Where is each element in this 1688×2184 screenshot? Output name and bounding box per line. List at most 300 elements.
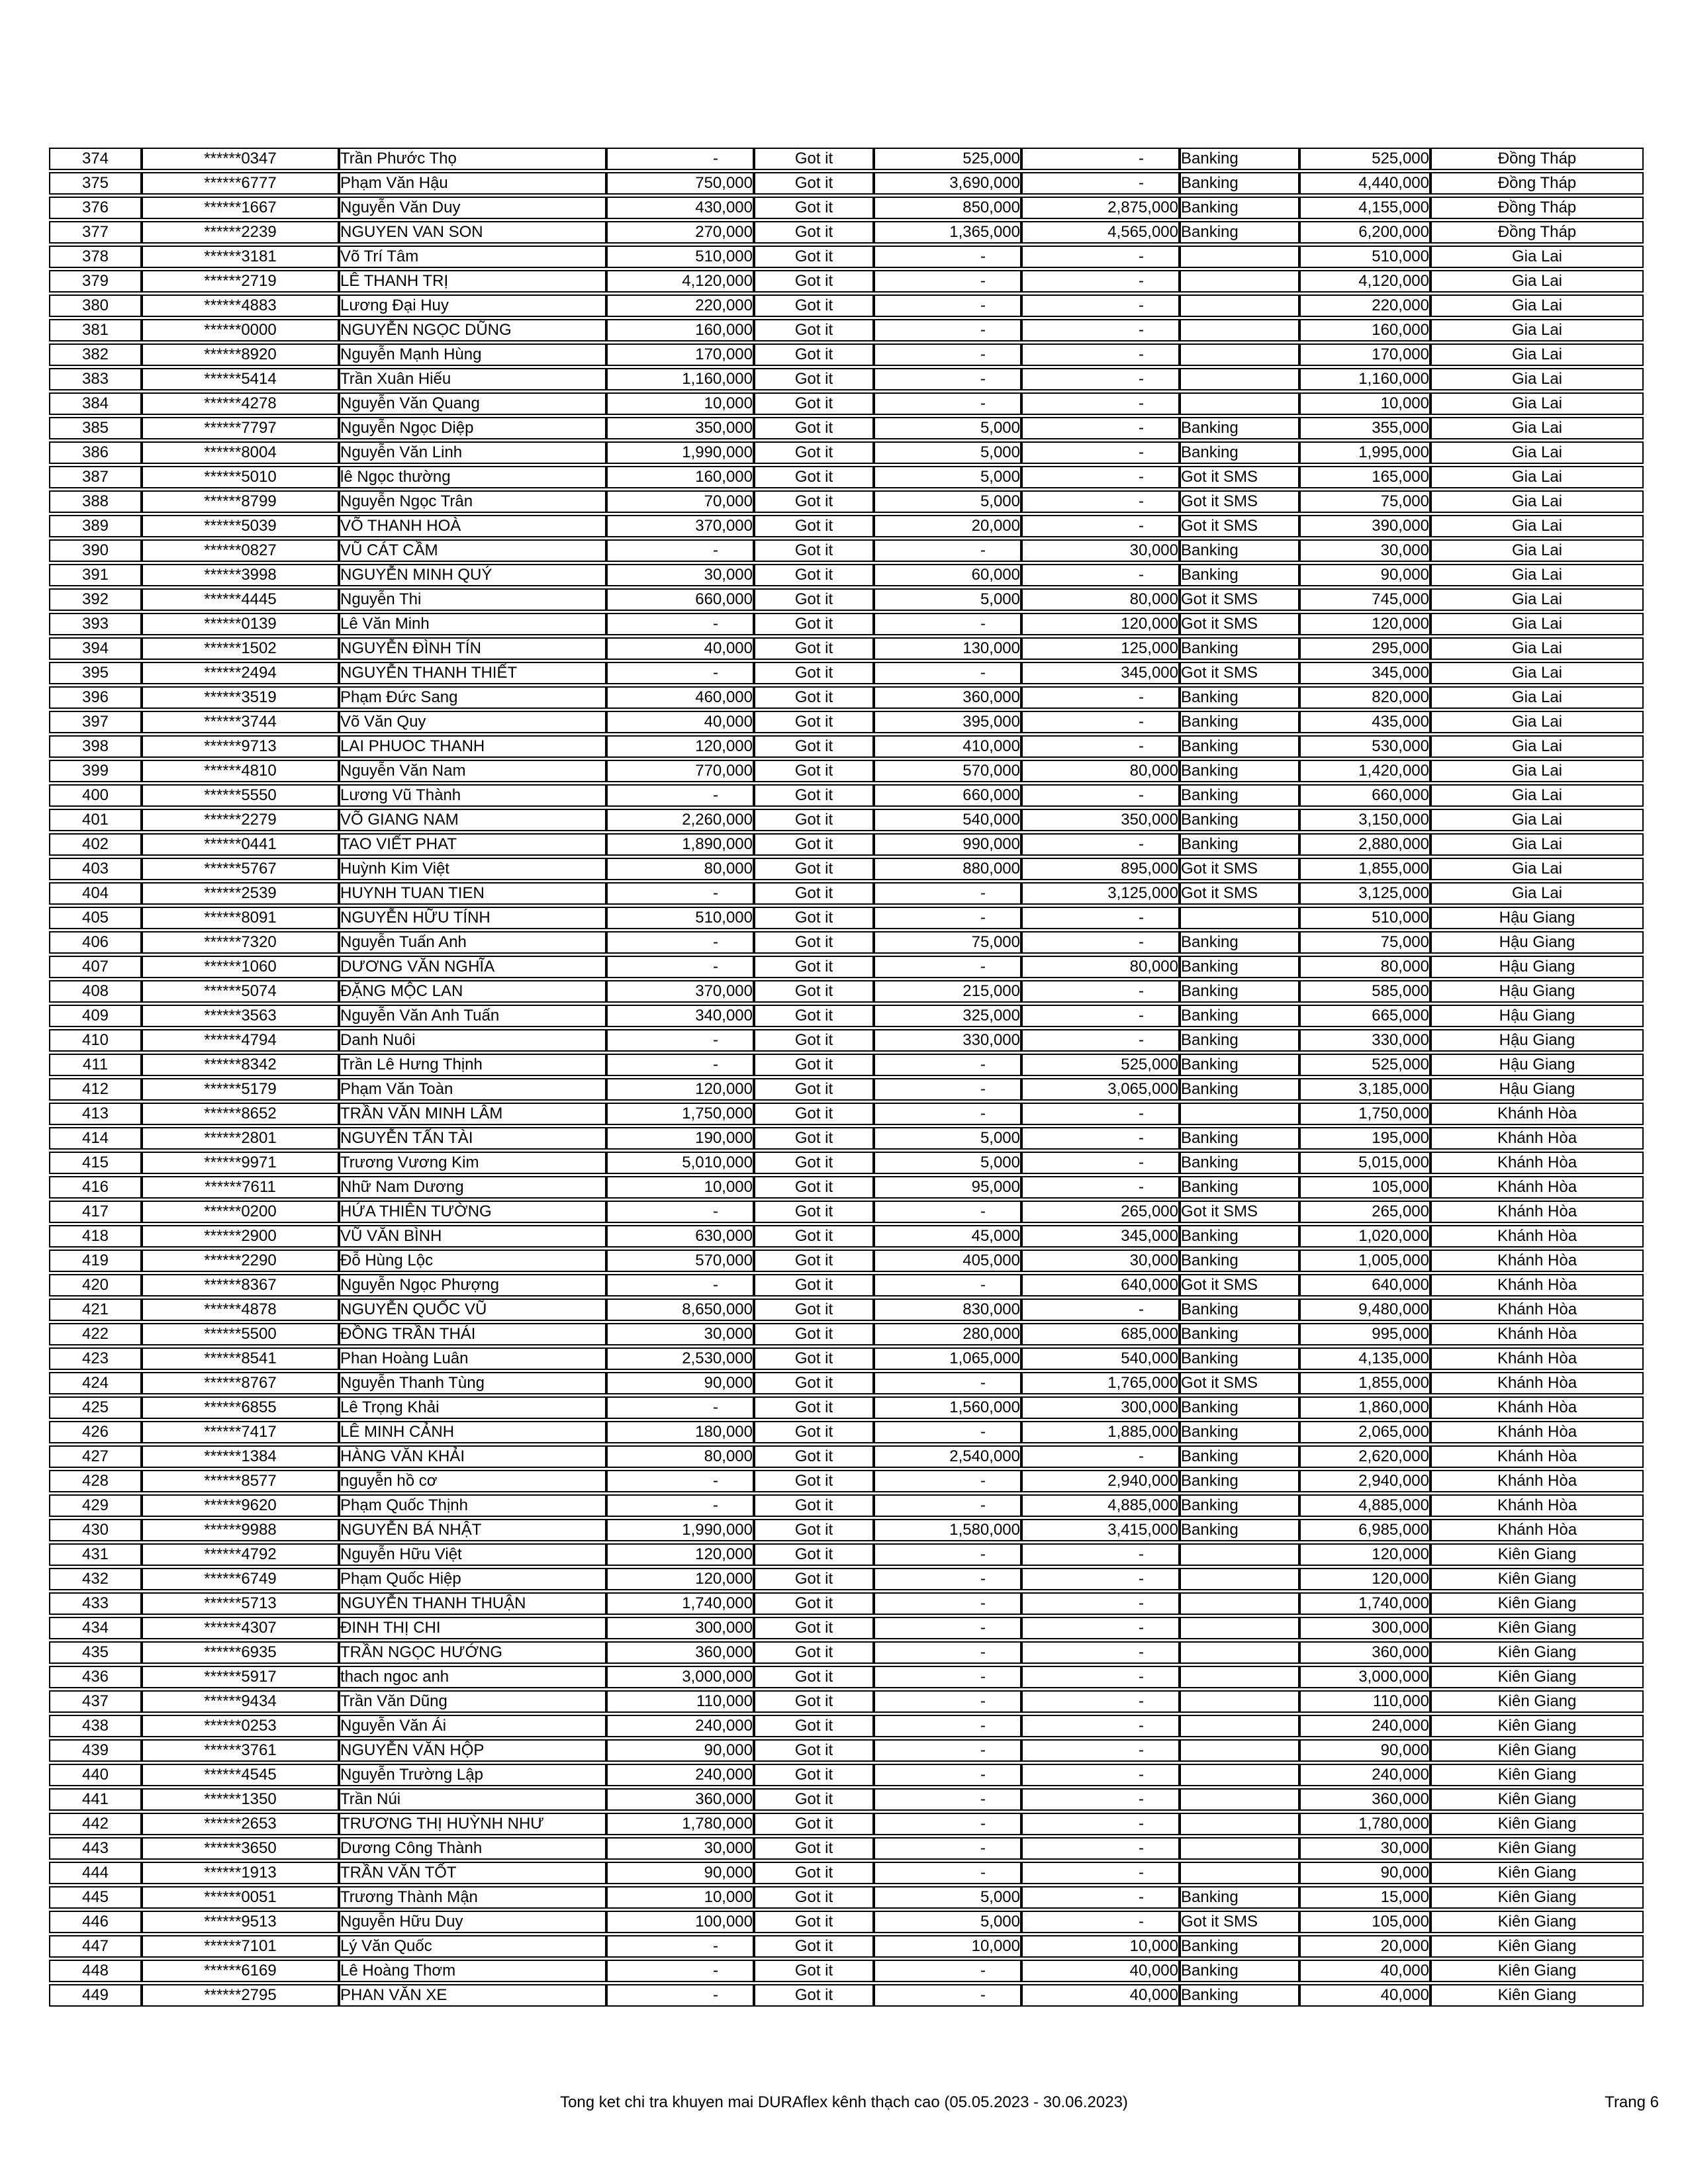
cell-amount-1: -	[606, 662, 754, 684]
cell-province: Gia Lai	[1430, 392, 1644, 415]
cell-recipient-name: Võ Văn Quy	[339, 711, 606, 733]
cell-amount-3: 895,000	[1021, 858, 1180, 880]
cell-amount-2: 95,000	[874, 1176, 1021, 1199]
cell-amount-3: 30,000	[1021, 1250, 1180, 1272]
cell-total-amount: 665,000	[1299, 1005, 1430, 1027]
cell-amount-1: 510,000	[606, 907, 754, 929]
table-row	[49, 858, 1644, 880]
cell-amount-3: 3,065,000	[1021, 1078, 1180, 1101]
cell-province: Gia Lai	[1430, 711, 1644, 733]
cell-total-amount: 640,000	[1299, 1274, 1430, 1297]
cell-amount-1: 270,000	[606, 221, 754, 244]
cell-amount-2: -	[874, 1372, 1021, 1394]
cell-total-amount: 4,885,000	[1299, 1494, 1430, 1517]
cell-masked-id: ******4445	[142, 588, 339, 611]
cell-row-number: 440	[49, 1764, 142, 1786]
cell-row-number: 419	[49, 1250, 142, 1272]
cell-amount-1: 30,000	[606, 1323, 754, 1345]
cell-amount-1: 4,120,000	[606, 270, 754, 293]
cell-amount-2: 850,000	[874, 197, 1021, 219]
table-row	[49, 197, 1644, 219]
cell-amount-3: -	[1021, 1298, 1180, 1321]
cell-province: Khánh Hòa	[1430, 1470, 1644, 1492]
cell-status: Got it	[754, 466, 874, 488]
cell-amount-3: -	[1021, 392, 1180, 415]
cell-total-amount: 75,000	[1299, 490, 1430, 513]
table-row	[49, 1715, 1644, 1737]
cell-province: Hậu Giang	[1430, 980, 1644, 1003]
cell-amount-2: 395,000	[874, 711, 1021, 733]
cell-total-amount: 2,620,000	[1299, 1445, 1430, 1468]
cell-total-amount: 1,855,000	[1299, 1372, 1430, 1394]
cell-total-amount: 3,150,000	[1299, 809, 1430, 831]
cell-amount-1: -	[606, 882, 754, 905]
cell-recipient-name: VÕ THANH HOÀ	[339, 515, 606, 537]
cell-total-amount: 195,000	[1299, 1127, 1430, 1150]
cell-masked-id: ******3650	[142, 1837, 339, 1860]
cell-payment-method	[1180, 1617, 1299, 1639]
cell-recipient-name: VŨ VĂN BÌNH	[339, 1225, 606, 1248]
cell-total-amount: 510,000	[1299, 246, 1430, 268]
cell-amount-3: -	[1021, 1788, 1180, 1811]
cell-status: Got it	[754, 1494, 874, 1517]
cell-status: Got it	[754, 1960, 874, 1982]
cell-status: Got it	[754, 1788, 874, 1811]
cell-row-number: 410	[49, 1029, 142, 1052]
cell-amount-3: -	[1021, 1666, 1180, 1688]
cell-amount-2: 5,000	[874, 588, 1021, 611]
cell-total-amount: 745,000	[1299, 588, 1430, 611]
cell-status: Got it	[754, 1862, 874, 1884]
cell-amount-1: -	[606, 539, 754, 562]
cell-amount-2: 570,000	[874, 760, 1021, 782]
cell-recipient-name: TRẦN VĂN TỐT	[339, 1862, 606, 1884]
cell-province: Kiên Giang	[1430, 1715, 1644, 1737]
cell-amount-3: -	[1021, 515, 1180, 537]
cell-total-amount: 1,860,000	[1299, 1396, 1430, 1419]
cell-payment-method: Banking	[1180, 1250, 1299, 1272]
cell-total-amount: 2,065,000	[1299, 1421, 1430, 1443]
cell-province: Khánh Hòa	[1430, 1347, 1644, 1370]
cell-amount-3: -	[1021, 417, 1180, 439]
cell-amount-3: -	[1021, 295, 1180, 317]
table-row	[49, 1225, 1644, 1248]
table-row	[49, 1984, 1644, 2007]
cell-amount-1: -	[606, 1935, 754, 1958]
cell-recipient-name: NGUYỄN QUỐC VŨ	[339, 1298, 606, 1321]
cell-payment-method	[1180, 907, 1299, 929]
cell-province: Khánh Hòa	[1430, 1494, 1644, 1517]
cell-amount-3: -	[1021, 1715, 1180, 1737]
cell-payment-method: Banking	[1180, 735, 1299, 758]
cell-amount-3: -	[1021, 1445, 1180, 1468]
cell-amount-1: 40,000	[606, 711, 754, 733]
cell-total-amount: 6,985,000	[1299, 1519, 1430, 1541]
table-row	[49, 564, 1644, 586]
cell-payment-method	[1180, 270, 1299, 293]
cell-total-amount: 120,000	[1299, 1568, 1430, 1590]
cell-row-number: 432	[49, 1568, 142, 1590]
cell-amount-3: -	[1021, 833, 1180, 856]
cell-province: Kiên Giang	[1430, 1886, 1644, 1909]
table-row	[49, 1176, 1644, 1199]
table-row	[49, 931, 1644, 954]
cell-province: Gia Lai	[1430, 319, 1644, 341]
cell-status: Got it	[754, 1470, 874, 1492]
cell-total-amount: 20,000	[1299, 1935, 1430, 1958]
cell-total-amount: 10,000	[1299, 392, 1430, 415]
cell-payment-method: Got it SMS	[1180, 515, 1299, 537]
cell-masked-id: ******8767	[142, 1372, 339, 1394]
cell-amount-2: 5,000	[874, 466, 1021, 488]
cell-amount-2: 330,000	[874, 1029, 1021, 1052]
cell-payment-method: Banking	[1180, 197, 1299, 219]
cell-amount-2: 405,000	[874, 1250, 1021, 1272]
cell-recipient-name: NGUYỄN MINH QUÝ	[339, 564, 606, 586]
cell-row-number: 430	[49, 1519, 142, 1541]
cell-recipient-name: DƯƠNG VĂN NGHĨA	[339, 956, 606, 978]
cell-row-number: 418	[49, 1225, 142, 1248]
cell-amount-2: -	[874, 1984, 1021, 2007]
cell-province: Kiên Giang	[1430, 1960, 1644, 1982]
cell-payment-method: Got it SMS	[1180, 490, 1299, 513]
cell-status: Got it	[754, 270, 874, 293]
cell-status: Got it	[754, 735, 874, 758]
cell-payment-method: Banking	[1180, 760, 1299, 782]
cell-status: Got it	[754, 1201, 874, 1223]
cell-payment-method: Banking	[1180, 172, 1299, 195]
cell-amount-1: -	[606, 1470, 754, 1492]
cell-status: Got it	[754, 1935, 874, 1958]
cell-total-amount: 4,440,000	[1299, 172, 1430, 195]
cell-recipient-name: Trần Phước Thọ	[339, 148, 606, 170]
cell-masked-id: ******0441	[142, 833, 339, 856]
cell-row-number: 397	[49, 711, 142, 733]
cell-amount-3: -	[1021, 148, 1180, 170]
cell-amount-1: -	[606, 1960, 754, 1982]
cell-masked-id: ******5500	[142, 1323, 339, 1345]
table-row	[49, 148, 1644, 170]
cell-row-number: 434	[49, 1617, 142, 1639]
cell-row-number: 379	[49, 270, 142, 293]
cell-recipient-name: Lương Đại Huy	[339, 295, 606, 317]
cell-province: Kiên Giang	[1430, 1935, 1644, 1958]
cell-province: Gia Lai	[1430, 784, 1644, 807]
table-row	[49, 1421, 1644, 1443]
cell-amount-2: 5,000	[874, 1127, 1021, 1150]
cell-amount-3: -	[1021, 466, 1180, 488]
cell-status: Got it	[754, 833, 874, 856]
table-row	[49, 172, 1644, 195]
cell-recipient-name: NGUYỄN ĐÌNH TÍN	[339, 637, 606, 660]
table-row	[49, 1005, 1644, 1027]
cell-payment-method: Got it SMS	[1180, 882, 1299, 905]
cell-payment-method: Banking	[1180, 564, 1299, 586]
cell-amount-3: 2,875,000	[1021, 197, 1180, 219]
cell-amount-3: 300,000	[1021, 1396, 1180, 1419]
cell-row-number: 435	[49, 1641, 142, 1664]
cell-recipient-name: lê Ngọc thường	[339, 466, 606, 488]
table-row	[49, 956, 1644, 978]
cell-payment-method: Banking	[1180, 809, 1299, 831]
cell-masked-id: ******8004	[142, 441, 339, 464]
cell-payment-method: Banking	[1180, 1960, 1299, 1982]
cell-amount-3: -	[1021, 1617, 1180, 1639]
table-row	[49, 1274, 1644, 1297]
cell-payment-method: Banking	[1180, 1935, 1299, 1958]
cell-total-amount: 165,000	[1299, 466, 1430, 488]
cell-amount-3: 80,000	[1021, 760, 1180, 782]
cell-total-amount: 90,000	[1299, 1739, 1430, 1762]
cell-amount-2: -	[874, 1715, 1021, 1737]
cell-province: Kiên Giang	[1430, 1617, 1644, 1639]
cell-amount-1: 2,530,000	[606, 1347, 754, 1370]
table-row	[49, 1690, 1644, 1713]
cell-status: Got it	[754, 907, 874, 929]
table-row	[49, 1152, 1644, 1174]
cell-total-amount: 390,000	[1299, 515, 1430, 537]
cell-payment-method: Got it SMS	[1180, 613, 1299, 635]
table-row	[49, 392, 1644, 415]
cell-amount-1: -	[606, 1494, 754, 1517]
cell-row-number: 429	[49, 1494, 142, 1517]
cell-status: Got it	[754, 1543, 874, 1566]
cell-payment-method	[1180, 1690, 1299, 1713]
cell-amount-2: -	[874, 613, 1021, 635]
cell-row-number: 444	[49, 1862, 142, 1884]
cell-total-amount: 585,000	[1299, 980, 1430, 1003]
table-row	[49, 1837, 1644, 1860]
cell-total-amount: 995,000	[1299, 1323, 1430, 1345]
cell-total-amount: 240,000	[1299, 1715, 1430, 1737]
cell-status: Got it	[754, 1568, 874, 1590]
table-row	[49, 295, 1644, 317]
table-row	[49, 270, 1644, 293]
cell-province: Đồng Tháp	[1430, 172, 1644, 195]
cell-amount-1: 1,160,000	[606, 368, 754, 390]
cell-amount-3: -	[1021, 1176, 1180, 1199]
cell-row-number: 377	[49, 221, 142, 244]
cell-masked-id: ******8342	[142, 1054, 339, 1076]
cell-amount-2: -	[874, 392, 1021, 415]
cell-masked-id: ******0200	[142, 1201, 339, 1223]
cell-masked-id: ******9620	[142, 1494, 339, 1517]
cell-status: Got it	[754, 148, 874, 170]
cell-amount-1: 1,890,000	[606, 833, 754, 856]
cell-total-amount: 3,000,000	[1299, 1666, 1430, 1688]
cell-recipient-name: Lê Hoàng Thơm	[339, 1960, 606, 1982]
table-row	[49, 686, 1644, 709]
cell-status: Got it	[754, 1323, 874, 1345]
cell-total-amount: 90,000	[1299, 1862, 1430, 1884]
cell-province: Gia Lai	[1430, 343, 1644, 366]
cell-status: Got it	[754, 1054, 874, 1076]
cell-status: Got it	[754, 1886, 874, 1909]
cell-masked-id: ******3519	[142, 686, 339, 709]
cell-amount-3: 1,765,000	[1021, 1372, 1180, 1394]
cell-amount-1: 8,650,000	[606, 1298, 754, 1321]
cell-payment-method: Banking	[1180, 1470, 1299, 1492]
cell-amount-3: -	[1021, 441, 1180, 464]
cell-total-amount: 1,740,000	[1299, 1592, 1430, 1615]
cell-amount-2: 1,365,000	[874, 221, 1021, 244]
cell-amount-2: -	[874, 1054, 1021, 1076]
cell-total-amount: 1,750,000	[1299, 1103, 1430, 1125]
cell-status: Got it	[754, 1396, 874, 1419]
cell-row-number: 412	[49, 1078, 142, 1101]
cell-payment-method: Banking	[1180, 1225, 1299, 1248]
cell-recipient-name: LÊ THANH TRỊ	[339, 270, 606, 293]
cell-recipient-name: ĐINH THỊ CHI	[339, 1617, 606, 1639]
cell-amount-2: -	[874, 319, 1021, 341]
cell-amount-1: 360,000	[606, 1641, 754, 1664]
table-row	[49, 760, 1644, 782]
cell-amount-1: -	[606, 148, 754, 170]
cell-status: Got it	[754, 1103, 874, 1125]
cell-status: Got it	[754, 1445, 874, 1468]
table-row	[49, 1054, 1644, 1076]
cell-amount-2: 75,000	[874, 931, 1021, 954]
cell-amount-2: -	[874, 1568, 1021, 1590]
cell-row-number: 374	[49, 148, 142, 170]
cell-amount-2: 45,000	[874, 1225, 1021, 1248]
cell-province: Kiên Giang	[1430, 1788, 1644, 1811]
cell-amount-1: 10,000	[606, 392, 754, 415]
cell-amount-3: 2,940,000	[1021, 1470, 1180, 1492]
cell-masked-id: ******7797	[142, 417, 339, 439]
cell-status: Got it	[754, 197, 874, 219]
cell-province: Kiên Giang	[1430, 1862, 1644, 1884]
table-row	[49, 980, 1644, 1003]
cell-amount-2: 830,000	[874, 1298, 1021, 1321]
cell-status: Got it	[754, 858, 874, 880]
cell-masked-id: ******2494	[142, 662, 339, 684]
cell-amount-3: -	[1021, 931, 1180, 954]
cell-total-amount: 1,780,000	[1299, 1813, 1430, 1835]
cell-amount-1: 340,000	[606, 1005, 754, 1027]
cell-masked-id: ******1502	[142, 637, 339, 660]
cell-status: Got it	[754, 613, 874, 635]
cell-status: Got it	[754, 1005, 874, 1027]
cell-total-amount: 240,000	[1299, 1764, 1430, 1786]
cell-amount-3: 685,000	[1021, 1323, 1180, 1345]
cell-row-number: 380	[49, 295, 142, 317]
cell-total-amount: 15,000	[1299, 1886, 1430, 1909]
cell-amount-2: -	[874, 1739, 1021, 1762]
cell-status: Got it	[754, 931, 874, 954]
cell-status: Got it	[754, 1984, 874, 2007]
cell-masked-id: ******7320	[142, 931, 339, 954]
table-row	[49, 1250, 1644, 1272]
table-row	[49, 343, 1644, 366]
cell-status: Got it	[754, 1347, 874, 1370]
cell-masked-id: ******8577	[142, 1470, 339, 1492]
cell-total-amount: 2,880,000	[1299, 833, 1430, 856]
cell-amount-3: -	[1021, 1813, 1180, 1835]
cell-recipient-name: Nguyễn Hữu Duy	[339, 1911, 606, 1933]
cell-amount-2: 1,065,000	[874, 1347, 1021, 1370]
cell-row-number: 448	[49, 1960, 142, 1982]
cell-province: Hậu Giang	[1430, 1078, 1644, 1101]
cell-recipient-name: Phạm Văn Hậu	[339, 172, 606, 195]
payout-table	[49, 146, 1644, 2009]
cell-recipient-name: TRẦN NGỌC HƯỚNG	[339, 1641, 606, 1664]
cell-recipient-name: VÕ GIANG NAM	[339, 809, 606, 831]
cell-amount-2: 1,560,000	[874, 1396, 1021, 1419]
cell-province: Gia Lai	[1430, 735, 1644, 758]
cell-recipient-name: Nguyễn Tuấn Anh	[339, 931, 606, 954]
cell-amount-1: 350,000	[606, 417, 754, 439]
cell-amount-3: 4,885,000	[1021, 1494, 1180, 1517]
cell-row-number: 401	[49, 809, 142, 831]
cell-amount-1: 190,000	[606, 1127, 754, 1150]
cell-recipient-name: NGUYỄN THANH THIẾT	[339, 662, 606, 684]
cell-recipient-name: Nguyễn Thanh Tùng	[339, 1372, 606, 1394]
cell-masked-id: ******6935	[142, 1641, 339, 1664]
cell-amount-2: -	[874, 1788, 1021, 1811]
cell-recipient-name: Phạm Quốc Hiệp	[339, 1568, 606, 1590]
cell-masked-id: ******7101	[142, 1935, 339, 1958]
cell-total-amount: 525,000	[1299, 148, 1430, 170]
cell-masked-id: ******2239	[142, 221, 339, 244]
cell-row-number: 396	[49, 686, 142, 709]
cell-amount-2: 2,540,000	[874, 1445, 1021, 1468]
cell-amount-1: 660,000	[606, 588, 754, 611]
cell-total-amount: 105,000	[1299, 1911, 1430, 1933]
cell-province: Khánh Hòa	[1430, 1250, 1644, 1272]
cell-row-number: 408	[49, 980, 142, 1003]
cell-amount-1: 220,000	[606, 295, 754, 317]
cell-status: Got it	[754, 490, 874, 513]
cell-row-number: 422	[49, 1323, 142, 1345]
cell-status: Got it	[754, 662, 874, 684]
cell-recipient-name: thach ngoc anh	[339, 1666, 606, 1688]
cell-amount-3: -	[1021, 172, 1180, 195]
cell-amount-1: 1,990,000	[606, 441, 754, 464]
cell-payment-method: Banking	[1180, 1494, 1299, 1517]
cell-status: Got it	[754, 1617, 874, 1639]
cell-amount-2: -	[874, 1078, 1021, 1101]
cell-amount-1: 510,000	[606, 246, 754, 268]
cell-status: Got it	[754, 1127, 874, 1150]
cell-recipient-name: Trần Núi	[339, 1788, 606, 1811]
cell-payment-method: Banking	[1180, 686, 1299, 709]
cell-total-amount: 525,000	[1299, 1054, 1430, 1076]
cell-payment-method: Banking	[1180, 1176, 1299, 1199]
cell-province: Hậu Giang	[1430, 1054, 1644, 1076]
cell-amount-1: -	[606, 784, 754, 807]
cell-row-number: 395	[49, 662, 142, 684]
cell-payment-method: Banking	[1180, 931, 1299, 954]
cell-payment-method: Banking	[1180, 1029, 1299, 1052]
cell-amount-3: -	[1021, 1739, 1180, 1762]
cell-row-number: 413	[49, 1103, 142, 1125]
cell-amount-3: 10,000	[1021, 1935, 1180, 1958]
cell-row-number: 385	[49, 417, 142, 439]
cell-masked-id: ******3181	[142, 246, 339, 268]
table-row	[49, 1788, 1644, 1811]
table-row	[49, 1935, 1644, 1958]
cell-recipient-name: Nguyễn Ngọc Diệp	[339, 417, 606, 439]
cell-amount-3: 3,415,000	[1021, 1519, 1180, 1541]
cell-province: Gia Lai	[1430, 686, 1644, 709]
cell-status: Got it	[754, 1078, 874, 1101]
cell-amount-2: -	[874, 1690, 1021, 1713]
cell-row-number: 423	[49, 1347, 142, 1370]
cell-amount-3: 525,000	[1021, 1054, 1180, 1076]
cell-amount-2: -	[874, 907, 1021, 929]
cell-masked-id: ******9713	[142, 735, 339, 758]
